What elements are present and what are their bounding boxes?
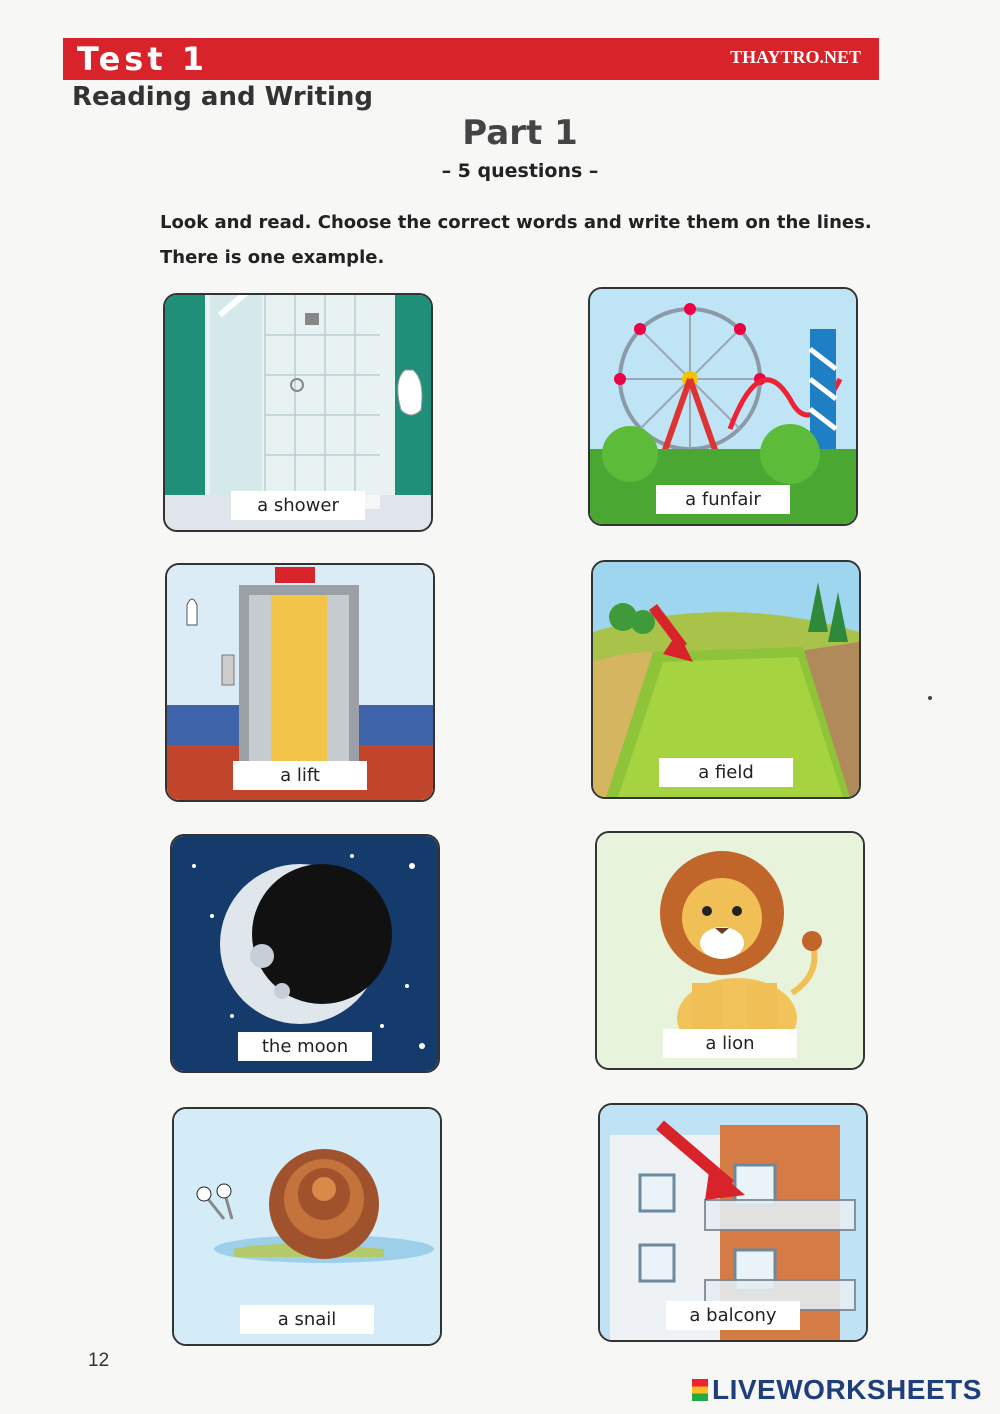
- card-label: a shower: [231, 491, 365, 520]
- card-label: a balcony: [666, 1301, 800, 1330]
- card-label: a lion: [663, 1029, 797, 1058]
- card-label: the moon: [238, 1032, 372, 1061]
- card-snail: [172, 1107, 442, 1346]
- card-field: [591, 560, 861, 799]
- card-label: a lift: [233, 761, 367, 790]
- part-subtitle: – 5 questions –: [441, 160, 599, 182]
- section-title: Reading and Writing: [72, 82, 374, 112]
- liveworksheets-logo: [692, 1374, 982, 1406]
- card-label: a snail: [240, 1305, 374, 1334]
- card-moon: [170, 834, 440, 1073]
- card-shower: [163, 293, 433, 532]
- test-banner: [63, 38, 879, 80]
- liveworksheets-text: LIVEWORKSHEETS: [712, 1374, 982, 1405]
- card-lift: [165, 563, 435, 802]
- card-balcony: [598, 1103, 868, 1342]
- card-label: a field: [659, 758, 793, 787]
- page-number: 12: [88, 1350, 110, 1371]
- instructions: Look and read. Choose the correct words and write them on the lines. There is one example.: [160, 212, 872, 268]
- card-label: a funfair: [656, 485, 790, 514]
- liveworksheets-icon: [692, 1379, 708, 1401]
- card-lion: [595, 831, 865, 1070]
- site-name: THAYTRO.NET: [730, 47, 861, 67]
- card-funfair: [588, 287, 858, 526]
- stray-dot: [928, 696, 932, 700]
- part-title: Part 1: [462, 113, 578, 153]
- test-title: Test 1: [77, 40, 209, 78]
